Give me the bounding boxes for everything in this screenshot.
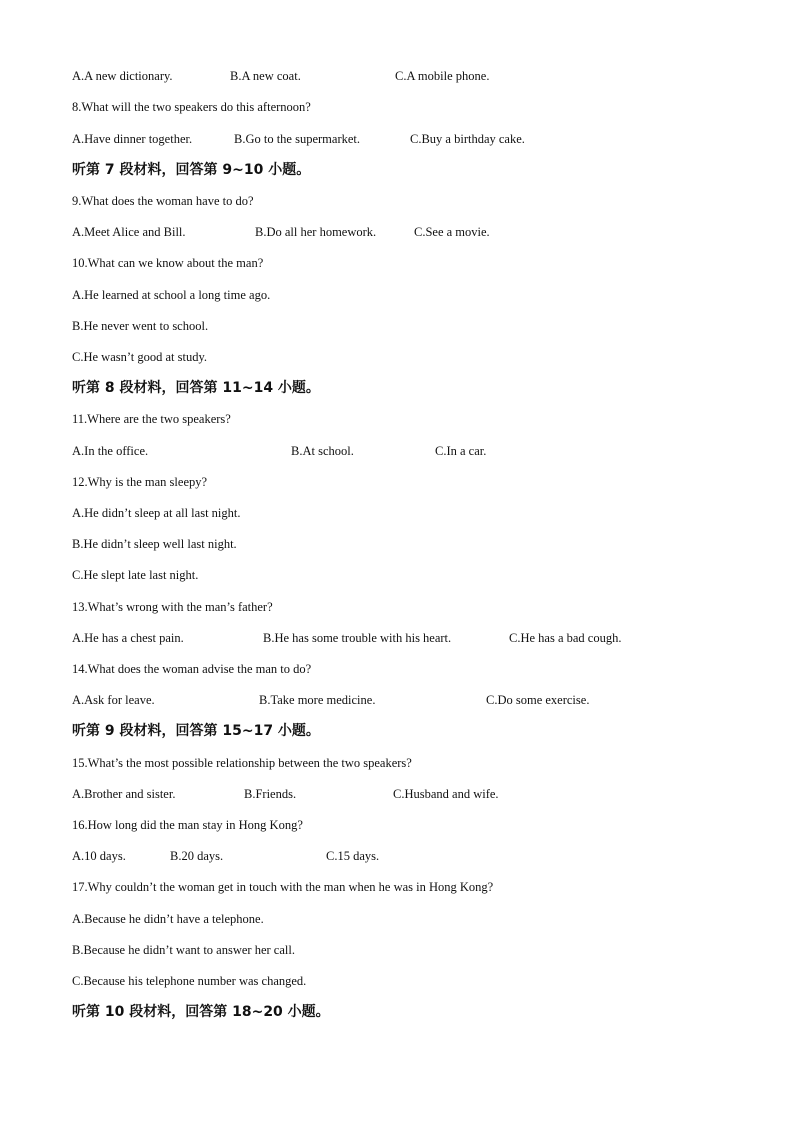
q15-option-c: C.Husband and wife. (393, 787, 499, 801)
q11-option-b: B.At school. (291, 444, 354, 458)
q8-option-a: A.Have dinner together. (72, 132, 193, 146)
section-heading-7: 听第 7 段材料，回答第 9~10 小题。 (72, 162, 311, 178)
q14-option-c: C.Do some exercise. (486, 693, 590, 707)
section-heading-8: 听第 8 段材料，回答第 11~14 小题。 (72, 380, 320, 396)
q14-option-b: B.Take more medicine. (259, 693, 376, 707)
q13-option-b: B.He has some trouble with his heart. (263, 631, 452, 645)
q8-option-b: B.Go to the supermarket. (234, 132, 361, 146)
q8-option-c: C.Buy a birthday cake. (410, 132, 525, 146)
q15-question: 15.What’s the most possible relationship between the two speakers? (72, 756, 412, 770)
q16-options (72, 848, 772, 864)
q8-options (72, 131, 772, 147)
q13-option-a: A.He has a chest pain. (72, 631, 184, 645)
q8-question: 8.What will the two speakers do this afternoon? (72, 100, 311, 114)
q12-option-b: B.He didn’t sleep well last night. (72, 537, 237, 551)
q9-options (72, 224, 772, 240)
q12-question: 12.Why is the man sleepy? (72, 475, 208, 489)
q16-question: 16.How long did the man stay in Hong Kong? (72, 818, 303, 832)
q9-option-b: B.Do all her homework. (255, 225, 377, 239)
q15-option-a: A.Brother and sister. (72, 787, 176, 801)
q17-option-c: C.Because his telephone number was changed. (72, 974, 307, 988)
q11-option-c: C.In a car. (435, 444, 487, 458)
q16-option-b: B.20 days. (170, 849, 224, 863)
q16-option-c: C.15 days. (326, 849, 380, 863)
q17-option-a: A.Because he didn’t have a telephone. (72, 912, 264, 926)
q13-question: 13.What’s wrong with the man’s father? (72, 600, 273, 614)
q10-option-a: A.He learned at school a long time ago. (72, 288, 271, 302)
section-heading-10: 听第 10 段材料，回答第 18~20 小题。 (72, 1004, 330, 1020)
q12-option-a: A.He didn’t sleep at all last night. (72, 506, 241, 520)
q14-options (72, 692, 772, 708)
q14-question: 14.What does the woman advise the man to do? (72, 662, 312, 676)
q10-option-c: C.He wasn’t good at study. (72, 350, 208, 364)
q9-option-c: C.See a movie. (414, 225, 490, 239)
q15-option-b: B.Friends. (244, 787, 297, 801)
q17-option-b: B.Because he didn’t want to answer her call. (72, 943, 295, 957)
q10-question: 10.What can we know about the man? (72, 256, 264, 270)
section-heading-9: 听第 9 段材料，回答第 15~17 小题。 (72, 723, 320, 739)
q17-question: 17.Why couldn’t the woman get in touch with the man when he was in Hong Kong? (72, 880, 494, 894)
q9-question: 9.What does the woman have to do? (72, 194, 254, 208)
q11-question: 11.Where are the two speakers? (72, 412, 231, 426)
q13-option-c: C.He has a bad cough. (509, 631, 622, 645)
q16-option-a: A.10 days. (72, 849, 126, 863)
q9-option-a: A.Meet Alice and Bill. (72, 225, 186, 239)
q10-option-b: B.He never went to school. (72, 319, 209, 333)
q7-option-c: C.A mobile phone. (395, 69, 490, 83)
q11-option-a: A.In the office. (72, 444, 149, 458)
q7-options (72, 68, 772, 84)
q11-options (72, 443, 772, 459)
q7-option-b: B.A new coat. (230, 69, 301, 83)
q12-option-c: C.He slept late last night. (72, 568, 199, 582)
q14-option-a: A.Ask for leave. (72, 693, 155, 707)
q7-option-a: A.A new dictionary. (72, 69, 173, 83)
q13-options (72, 630, 772, 646)
q15-options (72, 786, 772, 802)
